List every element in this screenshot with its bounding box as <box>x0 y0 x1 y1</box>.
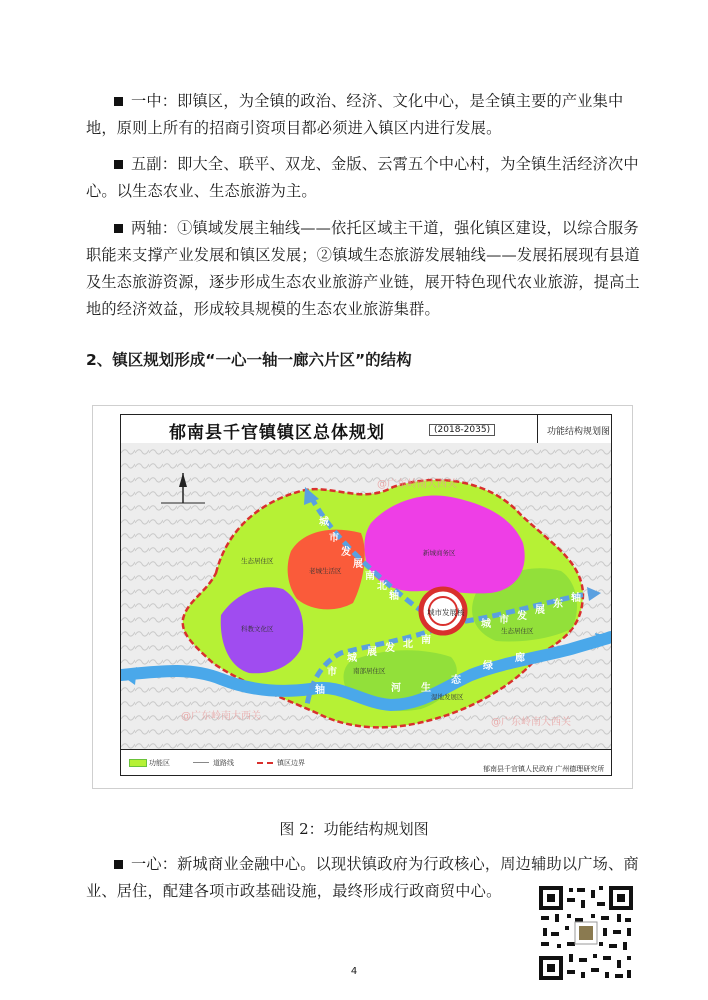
watermark-left: @广东岭南大西关 <box>181 711 261 722</box>
axis-north-char: 市 <box>329 533 339 544</box>
axis-south-char: 发 <box>385 643 395 654</box>
watermark-right: @广东岭南大西关 <box>491 717 571 728</box>
page-number: 4 <box>350 966 358 977</box>
axis-north-char: 展 <box>353 559 363 570</box>
legend-zone-label: 功能区 <box>149 759 170 767</box>
function-structure-map <box>121 443 611 749</box>
map-figure <box>92 405 633 789</box>
label-old-town: 老城生活区 <box>309 567 342 575</box>
map-legend <box>121 749 611 776</box>
legend-boundary-swatch <box>257 762 273 764</box>
label-eco-living-nw: 生态居住区 <box>241 557 274 565</box>
map-title-bar <box>121 415 611 444</box>
river-char: 生 <box>421 683 431 694</box>
legend-road-swatch <box>193 762 209 763</box>
axis-east-char: 展 <box>535 605 545 616</box>
axis-south-char: 北 <box>403 639 413 650</box>
axis-north-char: 城 <box>319 517 329 528</box>
axis-north-char: 北 <box>377 581 387 592</box>
bullet-square-icon <box>114 224 123 233</box>
label-eco-living-east: 生态居住区 <box>501 627 534 635</box>
label-culture-edu: 科教文化区 <box>241 625 274 633</box>
legend-road-label: 道路线 <box>213 759 234 767</box>
paragraph-two-axis: 两轴：①镇域发展主轴线——依托区域主干道，强化镇区建设，以综合服务职能来支撑产业发展和镇区发展；②镇域生态旅游发展轴线——发展拓展现有县道及生态旅游资源，逐步形成生态农业旅游产业链，展开特色现代农业旅游，提高土地的经济效益，形成较具规模的生态农业旅游集群。 <box>86 219 640 318</box>
watermark-top: @广东岭南大西关 <box>377 479 457 490</box>
axis-south-char: 市 <box>327 667 337 678</box>
legend-boundary-label: 镇区边界 <box>277 759 305 767</box>
label-new-town: 新城商务区 <box>423 549 456 557</box>
legend-zone-swatch <box>129 759 147 767</box>
axis-east-char: 发 <box>517 611 527 622</box>
river-char: 廊 <box>515 653 525 664</box>
axis-south-char: 轴 <box>315 685 325 696</box>
axis-east-char: 轴 <box>571 593 581 604</box>
axis-north-char: 南 <box>365 571 375 582</box>
figure-caption: 图 2：功能结构规划图 <box>279 820 429 838</box>
section-heading: 2、镇区规划形成“一心一轴一廊六片区”的结构 <box>86 351 412 369</box>
title-divider <box>537 415 538 443</box>
river-char: 绿 <box>483 661 493 672</box>
bullet-square-icon <box>114 160 123 169</box>
map-title: 郁南县千官镇镇区总体规划 <box>169 423 385 443</box>
axis-east-char: 东 <box>553 599 563 610</box>
label-ecology-tourism: 湿地发展区 <box>431 693 464 701</box>
axis-east-char: 城 <box>481 619 491 630</box>
paragraph-one-heart: 一心：新城商业金融中心。以现状镇政府为行政核心，周边辅助以广场、商业、居住，配建各项市政基础设施，最终形成行政商贸中心。 <box>86 855 639 900</box>
paragraph-one-center: 一中：即镇区，为全镇的政治、经济、文化中心，是全镇主要的产业集中地，原则上所有的招商引资项目都必须进入镇区内进行发展。 <box>86 92 624 137</box>
label-south-living: 南部居住区 <box>353 667 386 675</box>
paragraph-five-sub: 五副：即大全、联平、双龙、金版、云霄五个中心村，为全镇生活经济次中心。以生态农业、生态旅游为主。 <box>86 155 639 200</box>
axis-north-char: 发 <box>341 547 351 558</box>
map-type-label: 功能结构规划图 <box>547 427 611 437</box>
axis-south-char: 南 <box>421 635 431 646</box>
map-panel <box>120 414 612 776</box>
axis-south-char: 城 <box>347 653 357 664</box>
river-char: 河 <box>391 683 401 694</box>
axis-east-char: 市 <box>499 615 509 626</box>
axis-north-char: 轴 <box>389 591 399 602</box>
bullet-square-icon <box>114 860 123 869</box>
map-years: (2018-2035) <box>429 424 495 436</box>
map-credit: 郁南县千官镇人民政府 广州德理研究所 <box>483 765 605 773</box>
core-label: 城市发展核 <box>427 608 465 617</box>
river-char: 态 <box>451 675 461 686</box>
bullet-square-icon <box>114 97 123 106</box>
axis-south-char: 展 <box>367 647 377 658</box>
